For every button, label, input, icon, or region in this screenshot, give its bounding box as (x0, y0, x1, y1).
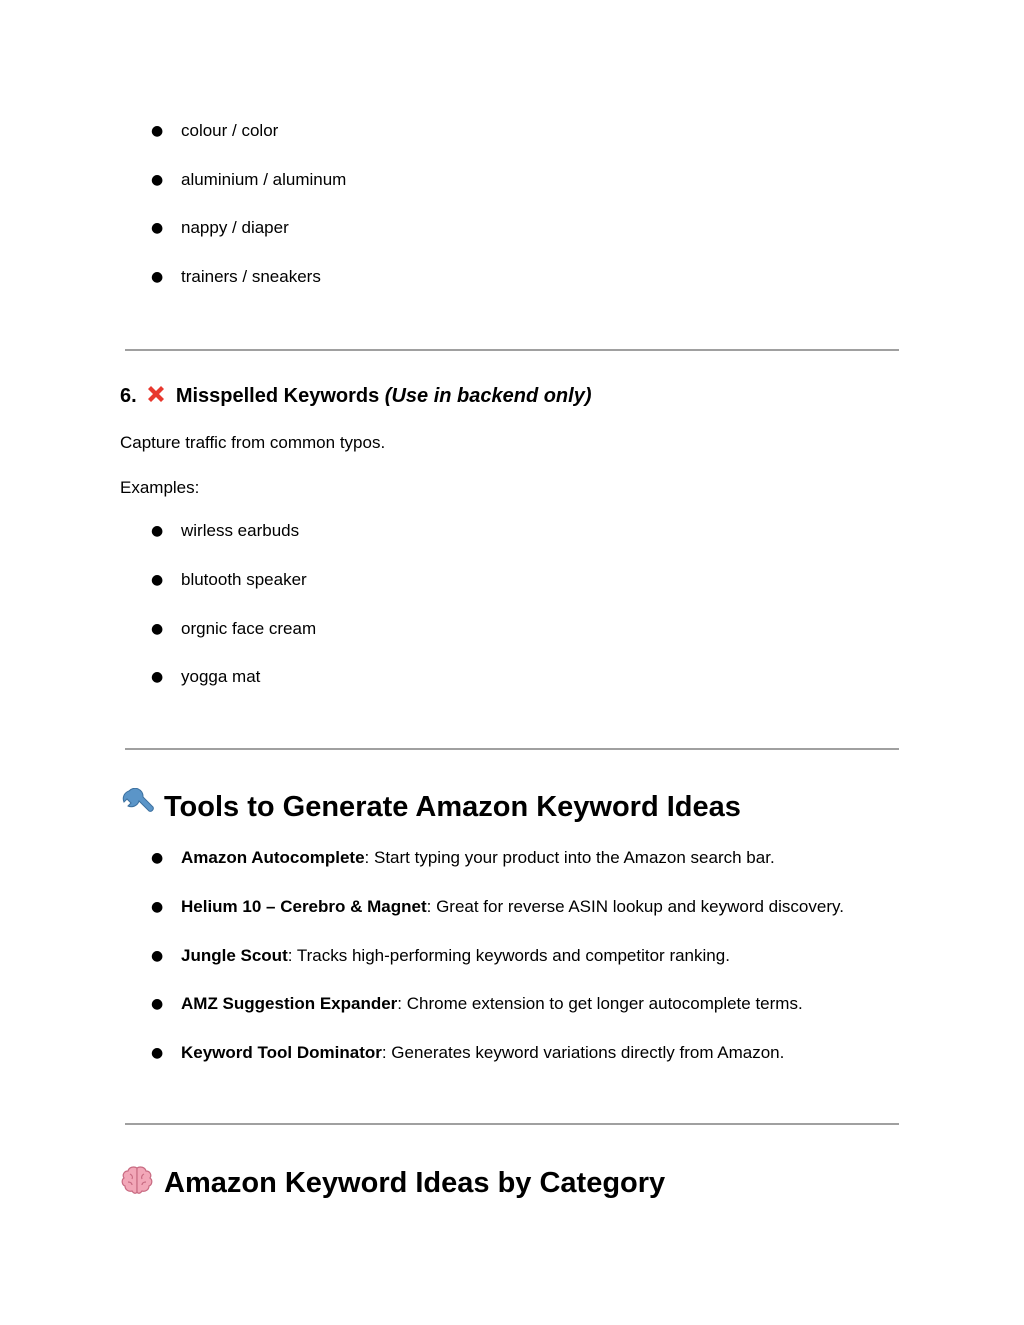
section-number: 6. (120, 385, 137, 407)
tool-name: Amazon Autocomplete (181, 848, 365, 867)
tool-description: : Great for reverse ASIN lookup and keyword discovery. (426, 897, 844, 916)
bullet: ● (151, 948, 164, 964)
bullet: ● (151, 621, 164, 637)
list-item: aluminium / aluminum (181, 170, 347, 189)
list-item: nappy / diaper (181, 218, 289, 237)
list-item: yogga mat (181, 667, 261, 686)
list-item (181, 946, 730, 966)
section-description: Capture traffic from common typos. (120, 433, 386, 452)
bullet: ● (151, 996, 164, 1012)
tool-description: : Start typing your product into the Amazon search bar. (364, 848, 775, 867)
wrench-icon (120, 788, 154, 822)
category-heading (120, 1164, 665, 1201)
horizontal-rule (125, 748, 899, 750)
tools-heading (120, 788, 741, 825)
bullet: ● (151, 523, 164, 539)
category-heading-text: Amazon Keyword Ideas by Category (164, 1167, 666, 1199)
list-item (181, 897, 844, 917)
section-title-note: (Use in backend only) (384, 385, 592, 407)
bullet: ● (151, 269, 164, 285)
cross-mark-icon (144, 382, 168, 406)
bullet: ● (151, 669, 164, 685)
tool-description: : Chrome extension to get longer autocomplete terms. (397, 994, 803, 1013)
misspelled-keywords-heading (120, 382, 592, 409)
examples-label: Examples: (120, 478, 200, 497)
list-item (181, 994, 803, 1014)
horizontal-rule (125, 1123, 899, 1125)
horizontal-rule (125, 349, 899, 351)
tool-name: Helium 10 – Cerebro & Magnet (181, 897, 427, 916)
tool-description: : Generates keyword variations directly from Amazon. (381, 1043, 785, 1062)
list-item: trainers / sneakers (181, 267, 321, 286)
list-item: blutooth speaker (181, 570, 307, 589)
section-title: Misspelled Keywords (175, 385, 380, 407)
list-item: orgnic face cream (181, 619, 317, 638)
list-item (181, 848, 775, 868)
tool-name: AMZ Suggestion Expander (181, 994, 398, 1013)
brain-icon (120, 1164, 154, 1198)
tool-name: Jungle Scout (181, 946, 288, 965)
tools-heading-text: Tools to Generate Amazon Keyword Ideas (164, 791, 741, 823)
bullet: ● (151, 220, 164, 236)
list-item: colour / color (181, 121, 279, 140)
bullet: ● (151, 899, 164, 915)
bullet: ● (151, 572, 164, 588)
bullet: ● (151, 1045, 164, 1061)
tool-description: : Tracks high-performing keywords and competitor ranking. (287, 946, 730, 965)
bullet: ● (151, 850, 164, 866)
bullet: ● (151, 123, 164, 139)
tool-name: Keyword Tool Dominator (181, 1043, 382, 1062)
list-item (181, 1043, 784, 1063)
list-item: wirless earbuds (181, 521, 300, 540)
bullet: ● (151, 172, 164, 188)
